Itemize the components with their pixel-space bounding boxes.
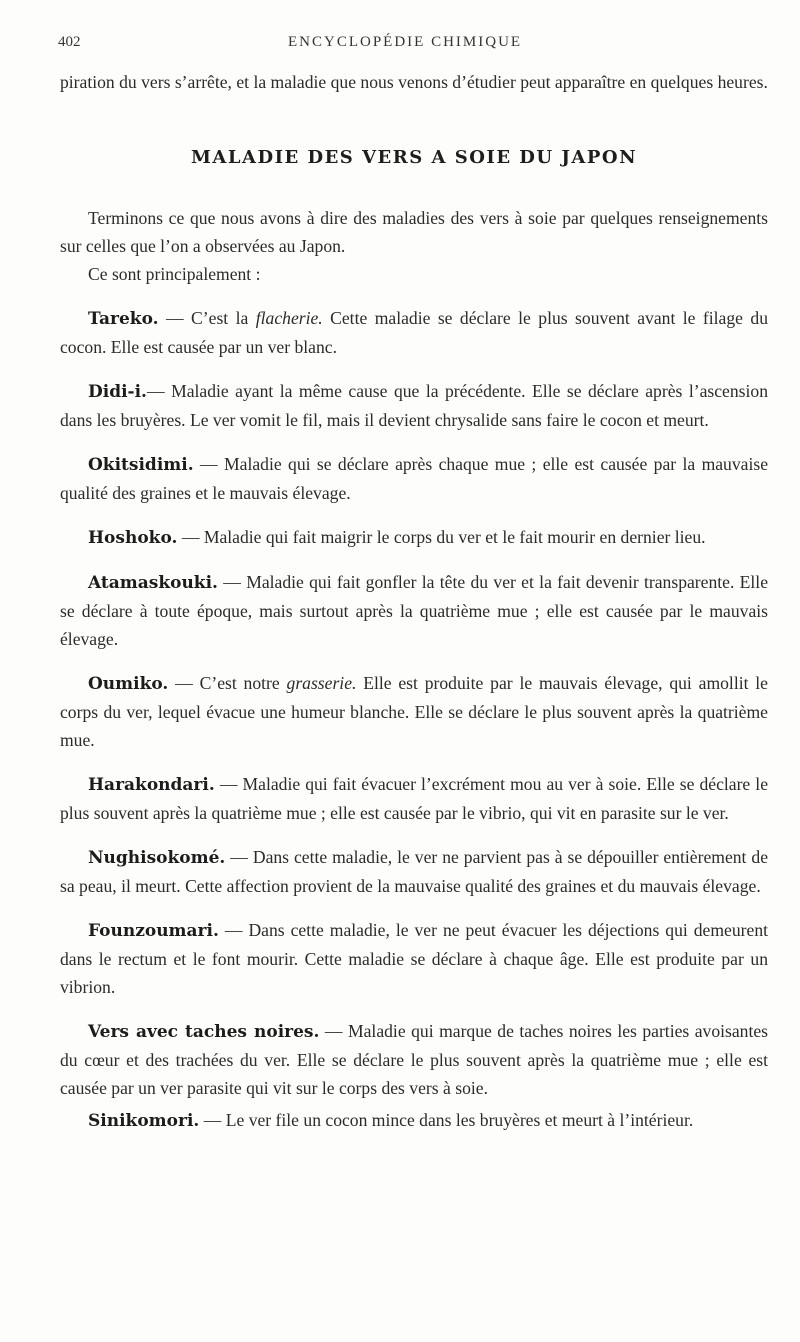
em-dash: — xyxy=(199,1110,226,1130)
disease-term: Vers avec taches noires. xyxy=(88,1022,320,1042)
em-dash: — xyxy=(218,920,249,940)
disease-description: Dans cette maladie, le ver ne parvient pas à se dépouiller entièrement de sa peau, il meurt. Cette affection provient de la mauvaise qualité des graines et du mauvais élevage. xyxy=(60,847,769,896)
intro-paragraph: Terminons ce que nous avons à dire des maladies des vers à soie par quelques renseignements sur celles que l’on a observées au Japon. xyxy=(60,208,768,256)
disease-term: Okitsidimi. xyxy=(88,455,194,475)
disease-description: Dans cette maladie, le ver ne peut évacuer les déjections qui demeurent dans le rectum et le font mourir. Cette maladie se déclare à chaque âge. Elle est produite par un vibrion. xyxy=(60,920,769,997)
disease-description: Maladie ayant la même cause que la précédente. Elle se déclare après l’ascension dans les bruyères. Le ver vomit le fil, mais il devient chrysalide sans faire le cocon et meurt. xyxy=(60,381,768,430)
disease-term: Atamaskouki. xyxy=(88,573,218,593)
em-dash: — xyxy=(214,774,243,794)
italic-term: flacherie. xyxy=(255,308,323,328)
disease-entry xyxy=(60,843,768,900)
disease-description-continued: Cette maladie se déclare le plus souvent avant le filage du cocon. Elle est causée par un ver blanc. xyxy=(60,308,768,357)
em-dash: — xyxy=(225,847,253,867)
disease-term: Oumiko. xyxy=(88,674,169,694)
section-title: MALADIE DES VERS A SOIE DU JAPON xyxy=(190,147,638,168)
disease-description: C’est notre xyxy=(199,673,287,693)
disease-description: Maladie qui fait maigrir le corps du ver et le fait mourir en dernier lieu. xyxy=(203,527,706,547)
disease-entry xyxy=(60,523,768,552)
disease-term: Tareko. xyxy=(88,309,159,329)
em-dash: — xyxy=(177,527,204,547)
disease-list xyxy=(60,304,768,1135)
em-dash: — xyxy=(319,1021,348,1041)
disease-description: Maladie qui fait évacuer l’excrément mou au ver à soie. Elle se déclare le plus souvent après la quatrième mue ; elle est causée par le vibrio, qui vit en parasite sur le ver. xyxy=(60,774,769,823)
disease-term: Hoshoko. xyxy=(88,528,178,548)
disease-entry xyxy=(60,450,768,507)
disease-description: Maladie qui marque de taches noires les parties avoisantes du cœur et des trachées du ver. Elle se déclare le plus souvent après la quatrième mue ; elle est causée par un ver parasite qui vit sur le corps des vers à soie. xyxy=(60,1021,769,1098)
disease-term: Founzoumari. xyxy=(88,921,219,941)
disease-term: Didi-i. xyxy=(88,382,147,402)
disease-description-continued: Elle est produite par le mauvais élevage, qui amollit le corps du ver, lequel évacue une humeur blanche. Elle se déclare le plus souvent après la quatrième mue. xyxy=(60,673,768,750)
page-number: 402 xyxy=(58,34,81,50)
disease-description: Maladie qui fait gonfler la tête du ver et la fait devenir transparente. Elle se déclare à toute époque, mais surtout après la quatrième mue ; elle est causée par le mauvais élevage. xyxy=(60,572,769,649)
em-dash: — xyxy=(168,673,200,693)
em-dash: — xyxy=(158,308,192,328)
disease-description: Maladie qui se déclare après chaque mue ; elle est causée par la mauvaise qualité des graines et le mauvais élevage. xyxy=(60,454,769,503)
italic-term: grasserie. xyxy=(286,673,357,693)
disease-description: C’est la xyxy=(191,308,256,328)
disease-entry xyxy=(60,770,768,827)
running-header xyxy=(58,34,758,56)
em-dash: — xyxy=(146,381,172,401)
list-lead-in: Ce sont principalement : xyxy=(88,264,261,284)
disease-entry xyxy=(60,916,768,1001)
disease-entry xyxy=(60,1106,768,1135)
running-title: ENCYCLOPÉDIE CHIMIQUE xyxy=(288,34,523,50)
disease-term: Harakondari. xyxy=(88,775,215,795)
disease-entry xyxy=(60,304,768,361)
disease-entry xyxy=(60,377,768,434)
em-dash: — xyxy=(193,454,224,474)
disease-entry xyxy=(60,669,768,754)
disease-entry xyxy=(60,1017,768,1102)
disease-description: Le ver file un cocon mince dans les bruyères et meurt à l’intérieur. xyxy=(225,1110,694,1130)
disease-entry xyxy=(60,568,768,653)
disease-term: Sinikomori. xyxy=(88,1111,200,1131)
continued-paragraph: piration du vers s’arrête, et la maladie que nous venons d’étudier peut apparaître en quelques heures. xyxy=(60,72,768,92)
em-dash: — xyxy=(217,572,247,592)
page-body xyxy=(60,68,768,1135)
disease-term: Nughisokomé. xyxy=(88,848,226,868)
